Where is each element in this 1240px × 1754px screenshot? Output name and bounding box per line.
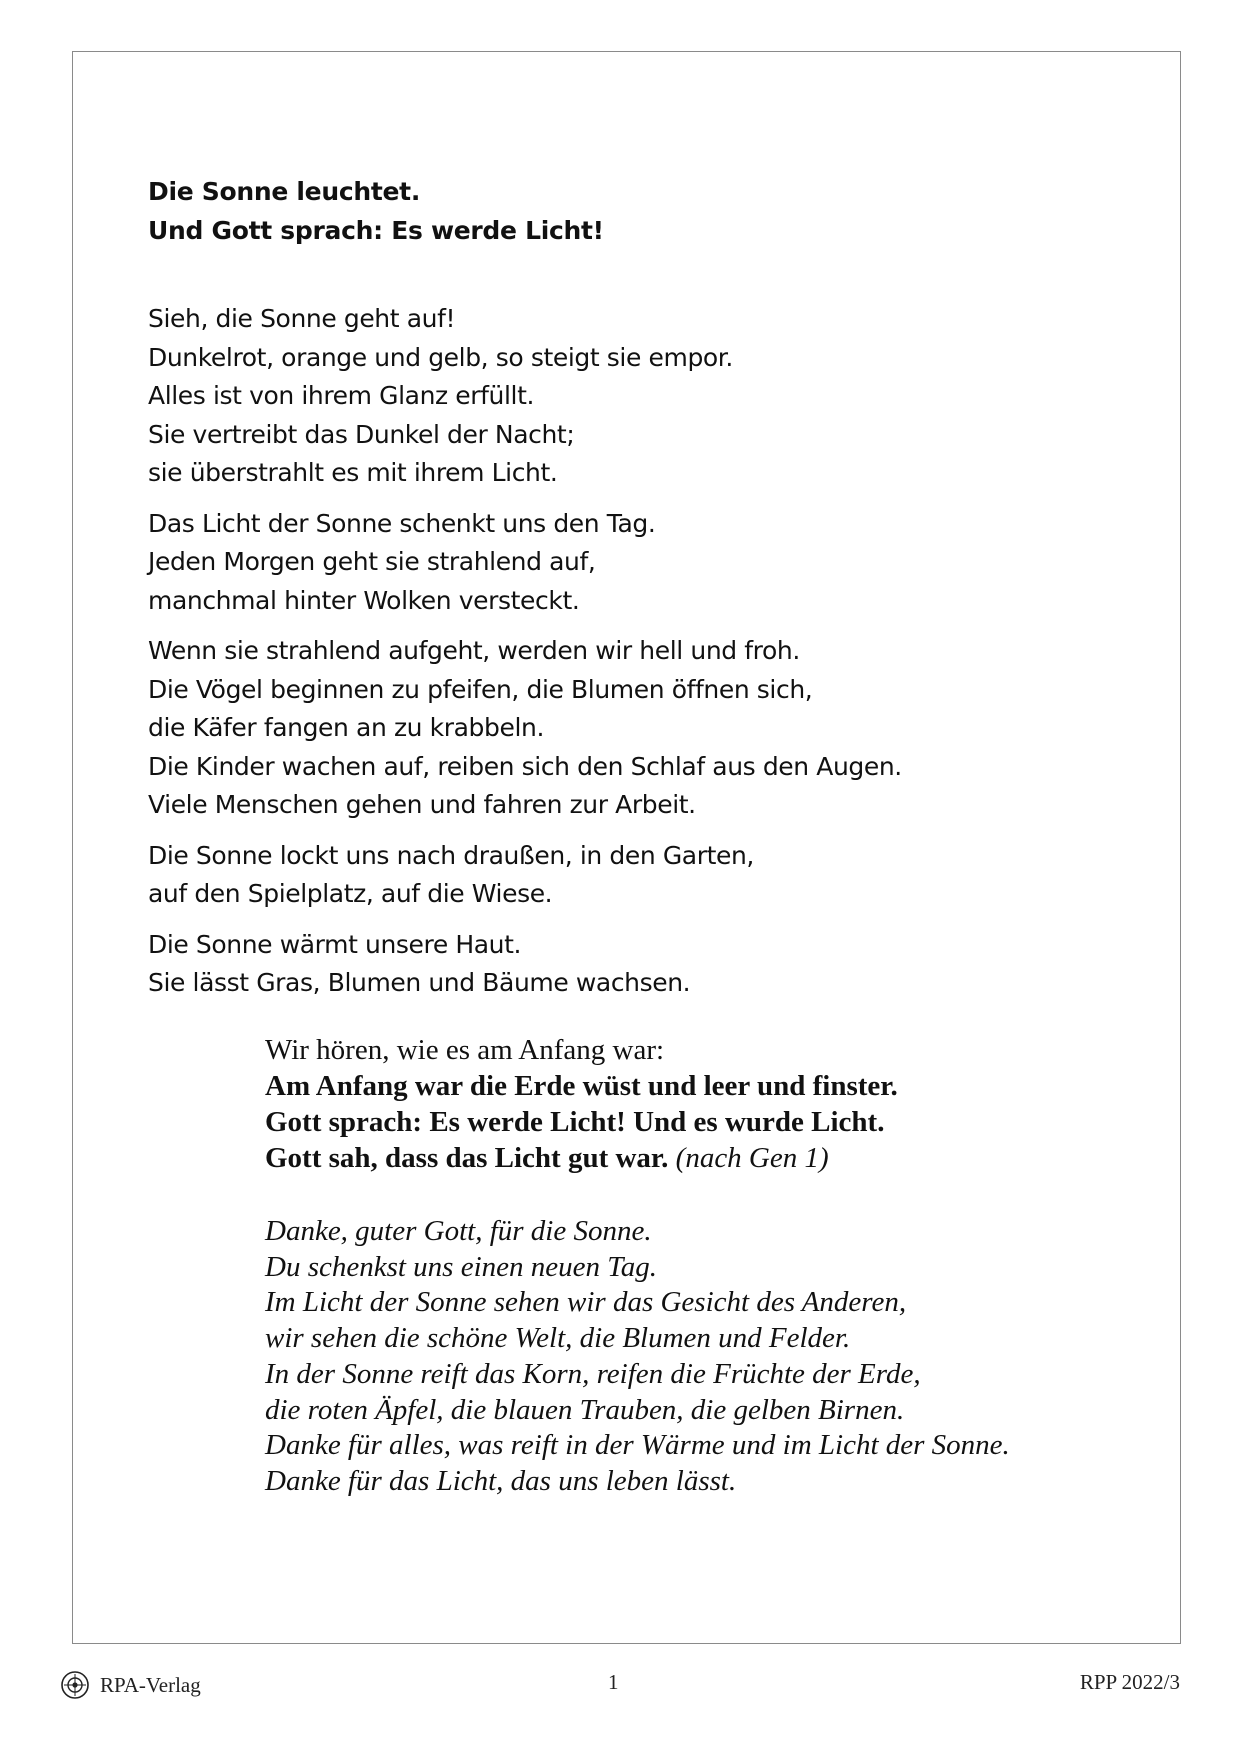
- poem-stanza-5: [148, 926, 902, 1003]
- poem-stanza-3: [148, 632, 902, 825]
- poem-line: Das Licht der Sonne schenkt uns den Tag.: [148, 508, 656, 538]
- poem-line: Viele Menschen gehen und fahren zur Arbeit.: [148, 790, 696, 819]
- reading-reference: (nach Gen 1): [675, 1142, 829, 1174]
- rpa-verlag-logo-icon: [60, 1670, 90, 1700]
- prayer-line: Danke für das Licht, das uns leben lässt.: [265, 1464, 737, 1497]
- prayer: [265, 1214, 1010, 1500]
- poem-line: Sie lässt Gras, Blumen und Bäume wachsen.: [148, 968, 691, 997]
- poem-line: manchmal hinter Wolken versteckt.: [148, 585, 580, 615]
- poem-line: Die Kinder wachen auf, reiben sich den Schlaf aus den Augen.: [148, 751, 902, 781]
- poem-line: auf den Spielplatz, auf die Wiese.: [148, 879, 553, 908]
- prayer-line: wir sehen die schöne Welt, die Blumen und Felder.: [265, 1322, 851, 1355]
- title-line-2: Und Gott sprach: Es werde Licht!: [148, 216, 604, 245]
- footer-publisher: [60, 1670, 201, 1700]
- poem-line: Die Sonne wärmt unsere Haut.: [148, 929, 522, 959]
- poem-stanza-4: [148, 837, 902, 914]
- poem-line: Wenn sie strahlend aufgeht, werden wir hell und froh.: [148, 636, 800, 665]
- title-line-1: Die Sonne leuchtet.: [148, 177, 421, 206]
- issue-reference: RPP 2022/3: [1079, 1670, 1180, 1694]
- page-number: 1: [608, 1670, 619, 1694]
- poem-line: Sie vertreibt das Dunkel der Nacht;: [148, 419, 575, 449]
- poem-line: Alles ist von ihrem Glanz erfüllt.: [148, 381, 535, 410]
- reading-line: Gott sah, dass das Licht gut war.: [265, 1142, 669, 1174]
- prayer-line: In der Sonne reift das Korn, reifen die Früchte der Erde,: [265, 1357, 921, 1390]
- publisher-name: RPA-Verlag: [100, 1672, 201, 1697]
- prayer-line: Danke, guter Gott, für die Sonne.: [265, 1215, 652, 1247]
- reading-line: Am Anfang war die Erde wüst und leer und finster.: [265, 1070, 898, 1102]
- poem-stanza-1: [148, 300, 902, 493]
- reading-intro: Wir hören, wie es am Anfang war:: [265, 1034, 665, 1066]
- poem-line: Die Vögel beginnen zu pfeifen, die Blumen öffnen sich,: [148, 674, 813, 704]
- poem-line: Dunkelrot, orange und gelb, so steigt sie empor.: [148, 342, 733, 372]
- poem-line: sie überstrahlt es mit ihrem Licht.: [148, 458, 558, 487]
- prayer-line: Danke für alles, was reift in der Wärme und im Licht der Sonne.: [265, 1429, 1010, 1462]
- poem-line: Jeden Morgen geht sie strahlend auf,: [148, 547, 596, 576]
- prayer-line: Du schenkst uns einen neuen Tag.: [265, 1250, 657, 1283]
- prayer-line: die roten Äpfel, die blauen Trauben, die gelben Birnen.: [265, 1393, 905, 1426]
- page-title: [148, 172, 604, 250]
- poem: [148, 300, 902, 1015]
- poem-line: die Käfer fangen an zu krabbeln.: [148, 713, 544, 742]
- scripture-reading: [265, 1032, 898, 1176]
- poem-line: Sieh, die Sonne geht auf!: [148, 304, 456, 333]
- reading-line: Gott sprach: Es werde Licht! Und es wurde Licht.: [265, 1106, 885, 1138]
- prayer-line: Im Licht der Sonne sehen wir das Gesicht des Anderen,: [265, 1286, 907, 1319]
- poem-stanza-2: [148, 505, 902, 621]
- poem-line: Die Sonne lockt uns nach draußen, in den Garten,: [148, 840, 754, 870]
